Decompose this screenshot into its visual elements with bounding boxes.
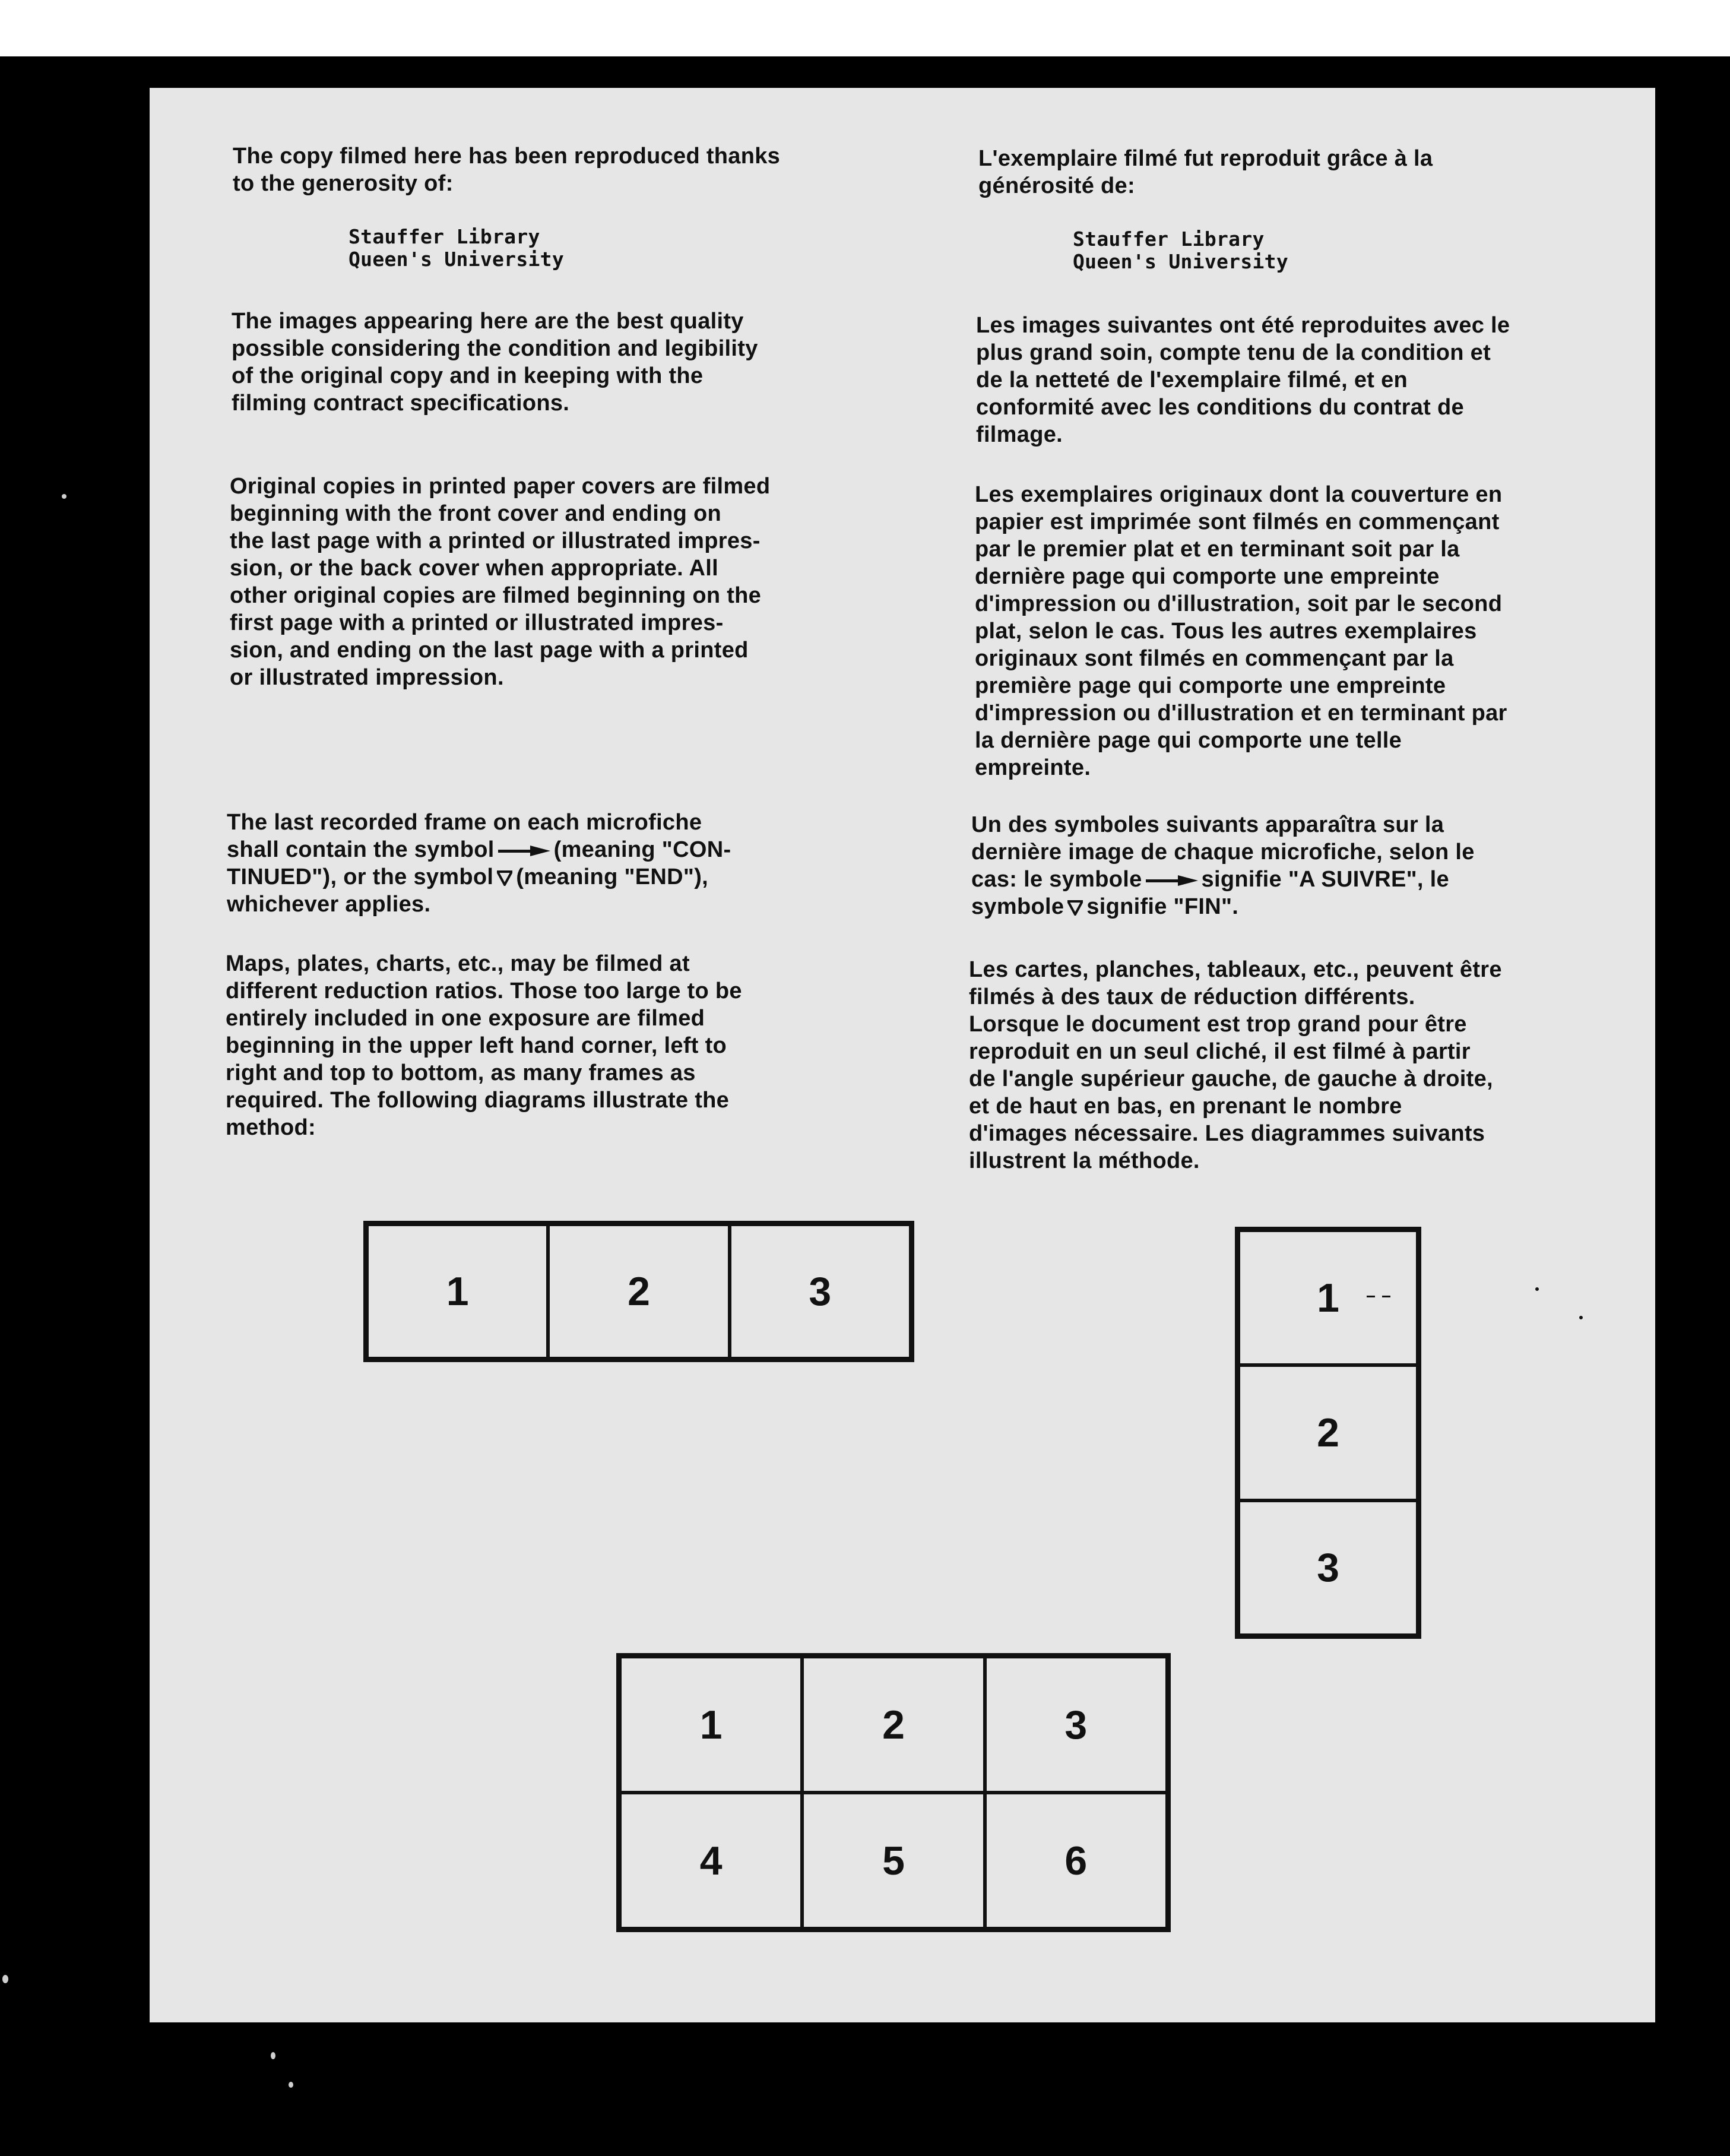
frame-cell: 3	[1238, 1500, 1418, 1635]
frame-cell: 3	[730, 1224, 911, 1359]
en-filming-order-paragraph	[230, 473, 889, 691]
film-speck	[1535, 1287, 1539, 1291]
vertical-frames-diagram	[1235, 1227, 1421, 1639]
en-symbols-paragraph	[227, 809, 886, 918]
fr-filming-order-text: Les exemplaires originaux dont la couverture en papier est imprimée sont filmés en commençant par le premier plat et en terminant soit par la dernière page qui comporte une empreinte d'impression ou d'illustration, soit par le second plat, selon le cas. Tous les autres exemplaires originaux sont filmés en commençant par la première page qui comporte une empreinte d'impression ou d'illustration et en terminant par la dernière page qui comporte une telle empreinte.	[975, 482, 1507, 780]
en-filming-order-text: Original copies in printed paper covers are filmed beginning with the front cover and ending on the last page with a printed or illustrated impres- sion, or the back cover when appropriate. All other original copies are filmed beginning on the first page with a printed or illustrated impres- sion, and ending on the last page with a printed or illustrated impression.	[230, 474, 771, 690]
en-library-text: Stauffer Library Queen's University	[348, 225, 565, 271]
fr-symbols-line-a: Un des symboles suivants apparaîtra sur la dernière image de chaque microfiche, selon le cas: le symbole	[971, 812, 1475, 892]
film-speck	[2, 1975, 8, 1983]
microfiche-target-sheet	[150, 88, 1655, 2022]
en-acknowledgement	[233, 143, 886, 197]
fr-quality-text: Les images suivantes ont été reproduites avec le plus grand soin, compte tenu de la condition et de la netteté de l'exemplaire filmé, et en conformité avec les conditions du contrat de filmage.	[976, 313, 1510, 447]
en-symbols-text	[227, 809, 886, 918]
fr-symbols-text	[971, 811, 1642, 920]
film-speck	[62, 494, 66, 499]
en-maps-paragraph	[226, 950, 885, 1141]
fr-library-text: Stauffer Library Queen's University	[1073, 227, 1289, 273]
suivre-arrow-icon	[1146, 875, 1198, 886]
horizontal-frames-diagram	[363, 1221, 914, 1362]
en-symbols-line-e: whichever applies.	[227, 892, 431, 917]
film-top-edge	[0, 0, 1730, 56]
frame-cell: 6	[985, 1793, 1167, 1929]
fin-triangle-icon	[1067, 900, 1083, 916]
stray-mark	[1382, 1296, 1390, 1297]
en-maps-text: Maps, plates, charts, etc., may be filmed at different reduction ratios. Those too large to be entirely included in one exposure are filmed beginning in the upper left hand corner, left to right and top to bottom, as many frames as required. The following diagrams illustrate the method:	[226, 951, 742, 1140]
frame-cell: 1	[1238, 1230, 1418, 1365]
en-quality-text: The images appearing here are the best quality possible considering the condition and legibility of the original copy and in keeping with the filming contract specifications.	[232, 309, 758, 416]
fr-maps-text: Les cartes, planches, tableaux, etc., peuvent être filmés à des taux de réduction différents. Lorsque le document est trop grand pour être reproduit en un seul cliché, il est filmé à partir de l'angle supérieur gauche, de gauche à droite, et de haut en bas, en prenant le nombre d'images nécessaire. Les diagrammes suivants illustrent la méthode.	[969, 957, 1502, 1173]
frame-cell: 1	[367, 1224, 548, 1359]
end-triangle-icon	[497, 870, 512, 886]
fr-library-name	[1073, 228, 1488, 273]
frame-cell: 2	[1238, 1365, 1418, 1500]
six-frames-diagram	[616, 1653, 1171, 1932]
fr-symbols-line-b: signifie "A SUIVRE", le	[1201, 867, 1449, 892]
fr-symbols-line-c: symbole	[971, 894, 1064, 919]
frame-cell: 2	[548, 1224, 729, 1359]
film-speck	[289, 2082, 293, 2088]
en-symbols-line-c: TINUED"), or the symbol	[227, 865, 494, 889]
film-speck	[271, 2052, 275, 2059]
en-quality-paragraph	[232, 308, 885, 417]
continued-arrow-icon	[498, 846, 550, 856]
fr-acknowledgement-text: L'exemplaire filmé fut reproduit grâce à la générosité de:	[978, 146, 1433, 198]
fr-maps-paragraph	[969, 956, 1640, 1174]
frame-cell: 5	[802, 1793, 984, 1929]
fr-symbols-paragraph	[971, 811, 1642, 920]
frame-cell: 1	[620, 1657, 802, 1793]
en-symbols-line-b: (meaning "CON-	[553, 837, 731, 862]
fr-filming-order-paragraph	[975, 481, 1646, 781]
stray-mark	[1367, 1296, 1375, 1297]
fr-acknowledgement	[978, 145, 1620, 200]
frame-cell: 2	[802, 1657, 984, 1793]
en-symbols-line-d: (meaning "END"),	[516, 865, 709, 889]
en-library-name	[348, 226, 764, 271]
fr-symbols-line-d: signifie "FIN".	[1086, 894, 1239, 919]
en-acknowledgement-text: The copy filmed here has been reproduced thanks to the generosity of:	[233, 144, 781, 196]
en-symbols-line-a: The last recorded frame on each microfiche shall contain the symbol	[227, 810, 702, 862]
film-speck	[1579, 1316, 1583, 1319]
frame-cell: 4	[620, 1793, 802, 1929]
frame-cell: 3	[985, 1657, 1167, 1793]
fr-quality-paragraph	[976, 312, 1635, 448]
